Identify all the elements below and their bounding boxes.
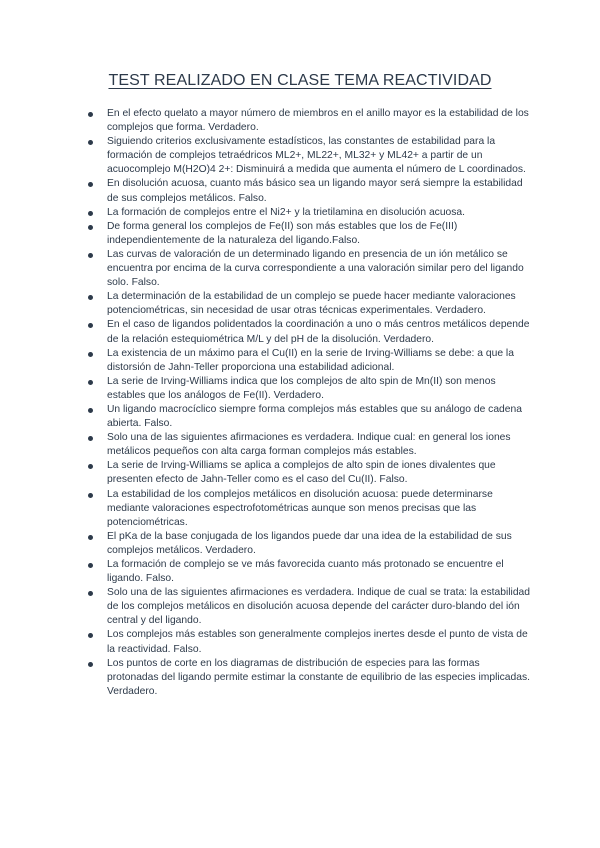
list-item: [107, 375, 532, 403]
list-item: [107, 488, 532, 530]
bullet-icon: [88, 535, 93, 540]
list-item-text: Los complejos más estables son generalmente complejos inertes desde el punto de vista de la reactividad. Falso.: [107, 629, 528, 655]
list-item: [107, 135, 532, 177]
list-item: [107, 318, 532, 346]
list-item: [107, 657, 532, 699]
list-item-text: Un ligando macrocíclico siempre forma complejos más estables que su análogo de cadena abierta. Falso.: [107, 403, 522, 430]
list-item-text: Siguiendo criterios exclusivamente estadísticos, las constantes de estabilidad para la formación de complejos tetraédricos ML2+, ML22+, ML32+ y ML42+ a partir de un acuocomplejo M(H2O)4 2+: Disminuirá a medida que aumenta el número de L coordinados.: [107, 136, 526, 176]
list-item-text: La formación de complejos entre el Ni2+ y la trietilamina en disolución acuosa.: [107, 206, 466, 218]
list-item: [107, 290, 532, 318]
bullet-icon: [88, 464, 93, 469]
bullet-icon: [88, 408, 93, 413]
list-item: [107, 177, 532, 205]
bullet-icon: [88, 662, 93, 667]
list-item: [107, 558, 532, 586]
bullet-icon: [88, 211, 93, 216]
bullet-icon: [88, 380, 93, 385]
bullet-icon: [88, 352, 93, 357]
bullet-icon: [88, 295, 93, 300]
list-item-text: La existencia de un máximo para el Cu(II) en la serie de Irving-Williams se debe: a que la distorsión de Jahn-Teller proporciona una estabilidad adicional.: [107, 347, 514, 373]
bullet-icon: [88, 633, 93, 638]
list-item: [107, 206, 532, 220]
document-title: TEST REALIZADO EN CLASE TEMA REACTIVIDAD: [108, 72, 492, 89]
list-item-text: La formación de complejo se ve más favorecida cuanto más protonado se encuentre el ligando. Falso.: [107, 559, 504, 585]
statement-list: [107, 107, 532, 699]
list-item-text: La serie de Irving-Williams se aplica a complejos de alto spin de iones divalentes que presenten efecto de Jahn-Teller como es el caso del Cu(II). Falso.: [107, 460, 496, 486]
list-item-text: La serie de Irving-Williams indica que los complejos de alto spin de Mn(II) son menos estables que los análogos de Fe(II). Verdadero.: [107, 375, 496, 401]
list-item-text: El pKa de la base conjugada de los ligandos puede dar una idea de la estabilidad de sus complejos metálicos. Verdadero.: [107, 530, 512, 556]
list-item: [107, 459, 532, 487]
bullet-icon: [88, 225, 93, 230]
list-item-text: Las curvas de valoración de un determinado ligando en presencia de un ión metálico se encuentra por encima de la curva correspondiente a una valoración similar pero del ligando solo. Falso.: [107, 248, 524, 289]
list-item-text: De forma general los complejos de Fe(II) son más estables que los de Fe(III) independientemente de la naturaleza del ligando.Falso.: [107, 220, 458, 246]
bullet-icon: [88, 112, 93, 117]
list-item: [107, 431, 532, 459]
list-item-text: Solo una de las siguientes afirmaciones es verdadera. Indique de cual se trata: la estabilidad de los complejos metálicos en disolución acuosa depende del carácter duro-blando del ión central y del ligando.: [107, 587, 531, 627]
list-item-text: En el caso de ligandos polidentados la coordinación a uno o más centros metálicos depende de la relación estequiométrica M/L y del pH de la disolución. Verdadero.: [107, 319, 530, 345]
list-item: [107, 107, 532, 135]
list-item: [107, 530, 532, 558]
list-item-text: En el efecto quelato a mayor número de miembros en el anillo mayor es la estabilidad de los complejos que forma. Verdadero.: [107, 108, 529, 134]
list-item-text: En disolución acuosa, cuanto más básico sea un ligando mayor será siempre la estabilidad de sus complejos metálicos. Falso.: [107, 178, 523, 204]
list-item: [107, 347, 532, 375]
bullet-icon: [88, 436, 93, 441]
list-item: [107, 586, 532, 628]
list-item-text: Los puntos de corte en los diagramas de distribución de especies para las formas protonadas del ligando permite estimar la constante de equilibrio de las especies implicadas. Verdadero.: [107, 657, 530, 697]
bullet-icon: [88, 253, 93, 258]
list-item: [107, 628, 532, 656]
list-item-text: Solo una de las siguientes afirmaciones es verdadera. Indique cual: en general los iones metálicos pequeños con alta carga forman complejos más estables.: [107, 432, 511, 458]
bullet-icon: [88, 591, 93, 596]
bullet-icon: [88, 493, 93, 498]
bullet-icon: [88, 140, 93, 145]
list-item-text: La determinación de la estabilidad de un complejo se puede hacer mediante valoraciones potenciométricas, sin necesidad de usar otras técnicas experimentales. Verdadero.: [107, 291, 516, 317]
bullet-icon: [88, 323, 93, 328]
bullet-icon: [88, 182, 93, 187]
list-item: [107, 248, 532, 290]
bullet-icon: [88, 563, 93, 568]
list-item-text: La estabilidad de los complejos metálicos en disolución acuosa: puede determinarse mediante valoraciones espectrofotométricas aunque son menos precisas que las potenciométricas.: [107, 488, 493, 528]
list-item: [107, 403, 532, 431]
list-item: [107, 220, 532, 248]
